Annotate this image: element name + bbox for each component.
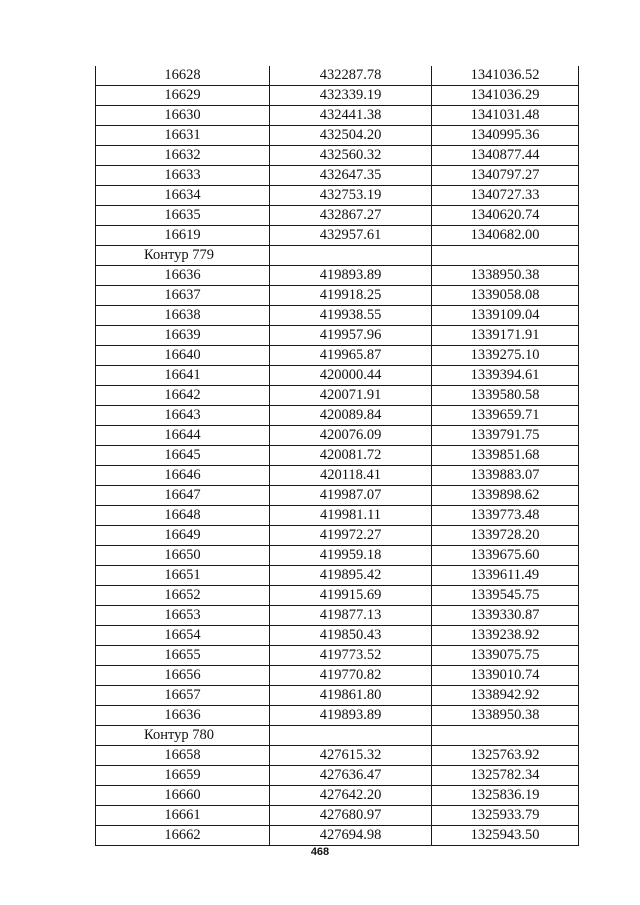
point-number-cell: 16647: [96, 486, 270, 506]
table-row: [96, 606, 579, 626]
contour-header-row: [96, 246, 579, 266]
table-row: [96, 426, 579, 446]
table-row: [96, 286, 579, 306]
x-coordinate-cell: 419938.55: [270, 306, 432, 326]
point-number-cell: 16654: [96, 626, 270, 646]
point-number-cell: 16643: [96, 406, 270, 426]
y-coordinate-cell: 1341036.29: [432, 86, 579, 106]
y-coordinate-cell: 1339075.75: [432, 646, 579, 666]
y-coordinate-cell: 1339728.20: [432, 526, 579, 546]
x-coordinate-cell: 432753.19: [270, 186, 432, 206]
table-row: [96, 186, 579, 206]
contour-label: Контур 780: [96, 726, 270, 746]
y-coordinate-cell: 1338942.92: [432, 686, 579, 706]
table-row: [96, 686, 579, 706]
y-coordinate-cell: 1339238.92: [432, 626, 579, 646]
contour-label: Контур 779: [96, 246, 270, 266]
y-coordinate-cell: 1338950.38: [432, 706, 579, 726]
table-row: [96, 486, 579, 506]
x-coordinate-cell: 432339.19: [270, 86, 432, 106]
point-number-cell: 16642: [96, 386, 270, 406]
x-coordinate-cell: 419895.42: [270, 566, 432, 586]
table-row: [96, 86, 579, 106]
y-coordinate-cell: 1339675.60: [432, 546, 579, 566]
table-row: [96, 626, 579, 646]
point-number-cell: 16646: [96, 466, 270, 486]
table-row: [96, 766, 579, 786]
y-coordinate-cell: 1340682.00: [432, 226, 579, 246]
y-coordinate-cell: 1339330.87: [432, 606, 579, 626]
x-coordinate-cell: 432647.35: [270, 166, 432, 186]
y-coordinate-cell: 1339545.75: [432, 586, 579, 606]
table-row: [96, 826, 579, 846]
point-number-cell: 16636: [96, 706, 270, 726]
table-row: [96, 326, 579, 346]
y-coordinate-cell: 1339580.58: [432, 386, 579, 406]
x-coordinate-cell: 427636.47: [270, 766, 432, 786]
table-row: [96, 566, 579, 586]
table-row: [96, 706, 579, 726]
point-number-cell: 16641: [96, 366, 270, 386]
x-coordinate-cell: 427694.98: [270, 826, 432, 846]
y-coordinate-cell: 1340995.36: [432, 126, 579, 146]
x-coordinate-cell: 432560.32: [270, 146, 432, 166]
point-number-cell: 16648: [96, 506, 270, 526]
x-coordinate-cell: 420000.44: [270, 366, 432, 386]
y-coordinate-cell: 1325763.92: [432, 746, 579, 766]
x-coordinate-cell: 427642.20: [270, 786, 432, 806]
x-coordinate-cell: 419965.87: [270, 346, 432, 366]
x-coordinate-cell: 432287.78: [270, 66, 432, 86]
y-coordinate-cell: 1340727.33: [432, 186, 579, 206]
point-number-cell: 16660: [96, 786, 270, 806]
table-row: [96, 66, 579, 86]
x-coordinate-cell: 419915.69: [270, 586, 432, 606]
y-coordinate-cell: 1325836.19: [432, 786, 579, 806]
x-coordinate-cell: 419877.13: [270, 606, 432, 626]
table-row: [96, 446, 579, 466]
point-number-cell: 16658: [96, 746, 270, 766]
y-coordinate-cell: 1340620.74: [432, 206, 579, 226]
x-coordinate-cell: 419957.96: [270, 326, 432, 346]
page-number: 468: [310, 846, 330, 858]
point-number-cell: 16619: [96, 226, 270, 246]
table-row: [96, 266, 579, 286]
x-coordinate-cell: 419981.11: [270, 506, 432, 526]
y-coordinate-cell: 1340877.44: [432, 146, 579, 166]
x-coordinate-cell: 419972.27: [270, 526, 432, 546]
point-number-cell: 16637: [96, 286, 270, 306]
y-coordinate-cell: 1339851.68: [432, 446, 579, 466]
point-number-cell: 16630: [96, 106, 270, 126]
point-number-cell: 16661: [96, 806, 270, 826]
table-row: [96, 526, 579, 546]
table-row: [96, 506, 579, 526]
table-row: [96, 366, 579, 386]
point-number-cell: 16653: [96, 606, 270, 626]
point-number-cell: 16655: [96, 646, 270, 666]
x-coordinate-cell: 420076.09: [270, 426, 432, 446]
x-coordinate-cell: 419861.80: [270, 686, 432, 706]
table-row: [96, 386, 579, 406]
table-row: [96, 146, 579, 166]
table-row: [96, 406, 579, 426]
y-coordinate-cell: 1339791.75: [432, 426, 579, 446]
x-coordinate-cell: [270, 726, 432, 746]
point-number-cell: 16635: [96, 206, 270, 226]
y-coordinate-cell: 1339611.49: [432, 566, 579, 586]
x-coordinate-cell: 419893.89: [270, 266, 432, 286]
y-coordinate-cell: [432, 246, 579, 266]
table-row: [96, 546, 579, 566]
point-number-cell: 16659: [96, 766, 270, 786]
point-number-cell: 16645: [96, 446, 270, 466]
y-coordinate-cell: 1339058.08: [432, 286, 579, 306]
y-coordinate-cell: 1339109.04: [432, 306, 579, 326]
point-number-cell: 16644: [96, 426, 270, 446]
y-coordinate-cell: [432, 726, 579, 746]
y-coordinate-cell: 1325943.50: [432, 826, 579, 846]
point-number-cell: 16633: [96, 166, 270, 186]
x-coordinate-cell: 427615.32: [270, 746, 432, 766]
x-coordinate-cell: 432957.61: [270, 226, 432, 246]
point-number-cell: 16636: [96, 266, 270, 286]
y-coordinate-cell: 1339010.74: [432, 666, 579, 686]
y-coordinate-cell: 1341036.52: [432, 66, 579, 86]
x-coordinate-cell: 432441.38: [270, 106, 432, 126]
point-number-cell: 16650: [96, 546, 270, 566]
y-coordinate-cell: 1339171.91: [432, 326, 579, 346]
point-number-cell: 16657: [96, 686, 270, 706]
point-number-cell: 16629: [96, 86, 270, 106]
y-coordinate-cell: 1325782.34: [432, 766, 579, 786]
point-number-cell: 16639: [96, 326, 270, 346]
table-row: [96, 666, 579, 686]
x-coordinate-cell: 420118.41: [270, 466, 432, 486]
x-coordinate-cell: 419773.52: [270, 646, 432, 666]
y-coordinate-cell: 1339394.61: [432, 366, 579, 386]
contour-header-row: [96, 726, 579, 746]
x-coordinate-cell: 432867.27: [270, 206, 432, 226]
table-row: [96, 466, 579, 486]
y-coordinate-cell: 1339275.10: [432, 346, 579, 366]
table-row: [96, 226, 579, 246]
point-number-cell: 16631: [96, 126, 270, 146]
table-row: [96, 166, 579, 186]
point-number-cell: 16632: [96, 146, 270, 166]
point-number-cell: 16634: [96, 186, 270, 206]
table-row: [96, 646, 579, 666]
x-coordinate-cell: 432504.20: [270, 126, 432, 146]
point-number-cell: 16656: [96, 666, 270, 686]
y-coordinate-cell: 1338950.38: [432, 266, 579, 286]
point-number-cell: 16649: [96, 526, 270, 546]
y-coordinate-cell: 1341031.48: [432, 106, 579, 126]
y-coordinate-cell: 1339898.62: [432, 486, 579, 506]
x-coordinate-cell: 420081.72: [270, 446, 432, 466]
table-row: [96, 806, 579, 826]
x-coordinate-cell: 420071.91: [270, 386, 432, 406]
table-row: [96, 786, 579, 806]
table-row: [96, 346, 579, 366]
table-row: [96, 126, 579, 146]
point-number-cell: 16628: [96, 66, 270, 86]
x-coordinate-cell: 419959.18: [270, 546, 432, 566]
coordinates-table: [95, 66, 579, 846]
y-coordinate-cell: 1325933.79: [432, 806, 579, 826]
x-coordinate-cell: [270, 246, 432, 266]
table-row: [96, 306, 579, 326]
point-number-cell: 16651: [96, 566, 270, 586]
x-coordinate-cell: 419770.82: [270, 666, 432, 686]
table-row: [96, 746, 579, 766]
point-number-cell: 16662: [96, 826, 270, 846]
x-coordinate-cell: 419987.07: [270, 486, 432, 506]
y-coordinate-cell: 1340797.27: [432, 166, 579, 186]
table-row: [96, 586, 579, 606]
point-number-cell: 16652: [96, 586, 270, 606]
coordinates-table-body: [96, 66, 579, 846]
y-coordinate-cell: 1339659.71: [432, 406, 579, 426]
table-row: [96, 206, 579, 226]
y-coordinate-cell: 1339883.07: [432, 466, 579, 486]
x-coordinate-cell: 420089.84: [270, 406, 432, 426]
y-coordinate-cell: 1339773.48: [432, 506, 579, 526]
table-row: [96, 106, 579, 126]
x-coordinate-cell: 419918.25: [270, 286, 432, 306]
point-number-cell: 16638: [96, 306, 270, 326]
point-number-cell: 16640: [96, 346, 270, 366]
x-coordinate-cell: 427680.97: [270, 806, 432, 826]
x-coordinate-cell: 419850.43: [270, 626, 432, 646]
x-coordinate-cell: 419893.89: [270, 706, 432, 726]
